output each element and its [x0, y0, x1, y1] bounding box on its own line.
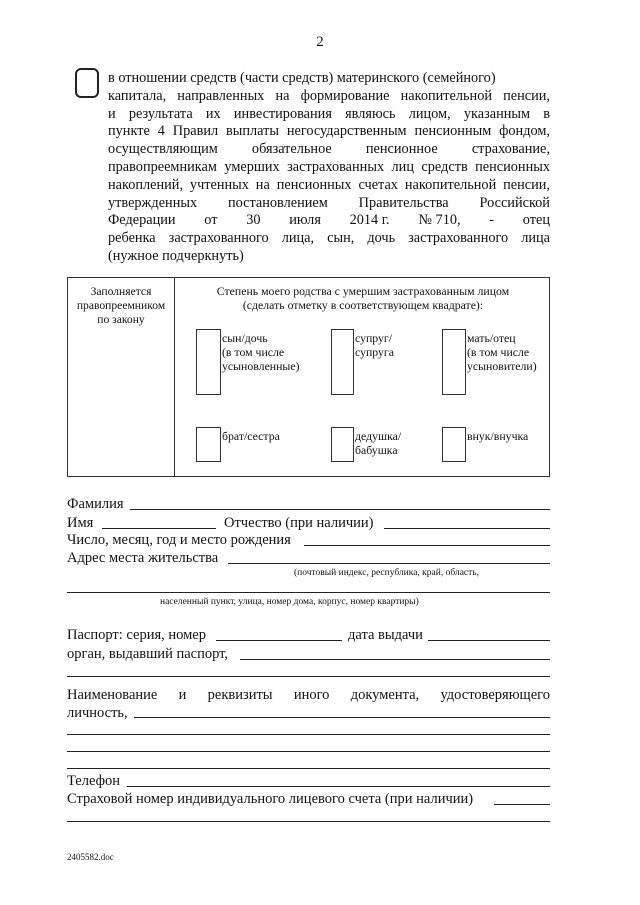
checkbox-son-daughter[interactable]	[196, 329, 221, 395]
issue-date-field[interactable]	[428, 640, 550, 641]
checkbox-sibling[interactable]	[196, 427, 221, 462]
checkbox-parent[interactable]	[442, 329, 466, 395]
passport-field[interactable]	[216, 640, 342, 641]
phone-label: Телефон	[67, 773, 120, 789]
para-line-10: ребенка застрахованного лица, сын, дочь застрахованного лица	[108, 230, 550, 247]
passport-label: Паспорт: серия, номер	[67, 627, 206, 643]
label-spouse: супруг/ супруга	[355, 331, 395, 359]
patronymic-label: Отчество (при наличии)	[224, 515, 374, 531]
name-field[interactable]	[102, 528, 216, 529]
address-field-2[interactable]	[67, 592, 550, 593]
other-doc-field-3[interactable]	[67, 751, 550, 752]
other-doc-label-2: личность,	[67, 705, 128, 721]
checkbox-spouse[interactable]	[331, 329, 354, 395]
para-line-6: правопреемникам умерших застрахованных лиц средств пенсионных	[108, 158, 550, 175]
footer-filename: 2405582.doc	[67, 852, 114, 862]
statement-paragraph	[108, 70, 550, 266]
address-hint-1: (почтовый индекс, республика, край, область,	[294, 568, 479, 578]
address-field[interactable]	[228, 563, 550, 564]
issuer-field-2[interactable]	[67, 676, 550, 677]
birth-field[interactable]	[304, 545, 550, 546]
label-grandparent: дедушка/ бабушка	[355, 429, 402, 457]
para-line-7: накоплений, учтенных на пенсионных счетах накопительной пенсии,	[108, 176, 550, 193]
checkbox-grandparent[interactable]	[331, 427, 354, 462]
label-parent: мать/отец (в том числе усыновители)	[467, 331, 537, 373]
phone-field[interactable]	[127, 786, 550, 787]
birth-label: Число, месяц, год и место рождения	[67, 532, 291, 548]
table-header: Степень моего родства с умершим застрахованным лицом (сделать отметку в соответствующем квадрате):	[216, 284, 510, 312]
snils-label: Страховой номер индивидуального лицевого счета (при наличии)	[67, 791, 474, 807]
patronymic-field[interactable]	[384, 528, 550, 529]
other-doc-field[interactable]	[134, 717, 550, 718]
surname-field[interactable]	[130, 509, 550, 510]
kinship-table	[67, 277, 550, 477]
issue-date-label: дата выдачи	[348, 627, 423, 643]
para-line-9: Федерации от 30 июля 2014 г. № 710, - отец	[108, 212, 550, 229]
snils-field[interactable]	[494, 804, 550, 805]
para-line-4: пункте 4 Правил выплаты негосударственным пенсионным фондом,	[108, 123, 550, 140]
address-label: Адрес места жительства	[67, 550, 219, 566]
label-sibling: брат/сестра	[222, 429, 280, 443]
page-number: 2	[316, 34, 324, 50]
checkbox-matcapital[interactable]	[75, 68, 99, 98]
para-line-11: (нужное подчеркнуть)	[108, 247, 244, 264]
issuer-label: орган, выдавший паспорт,	[67, 646, 229, 662]
other-doc-label: Наименование и реквизиты иного документа, удостоверяющего	[67, 687, 550, 703]
snils-field-2[interactable]	[67, 821, 550, 822]
para-line-2: капитала, направленных на формирование накопительной пенсии,	[108, 87, 550, 104]
table-left-cell: Заполняется правопреемником по закону	[68, 278, 175, 476]
para-line-8: утвержденных постановлением Правительства Российской	[108, 194, 550, 211]
checkbox-grandchild[interactable]	[442, 427, 466, 462]
address-hint-2: населенный пункт, улица, номер дома, корпус, номер квартиры)	[160, 597, 419, 607]
surname-label: Фамилия	[67, 496, 124, 512]
name-label: Имя	[67, 515, 94, 531]
label-son-daughter: сын/дочь (в том числе усыновленные)	[222, 331, 300, 373]
issuer-field[interactable]	[240, 659, 550, 660]
other-doc-field-4[interactable]	[67, 768, 550, 769]
para-line-1: в отношении средств (части средств) материнского (семейного)	[108, 70, 496, 86]
para-line-3: и результата их инвестирования являюсь лицом, указанным в	[108, 105, 550, 122]
other-doc-field-2[interactable]	[67, 734, 550, 735]
para-line-5: осуществляющим обязательное пенсионное страхование,	[108, 141, 550, 158]
label-grandchild: внук/внучка	[467, 429, 529, 443]
